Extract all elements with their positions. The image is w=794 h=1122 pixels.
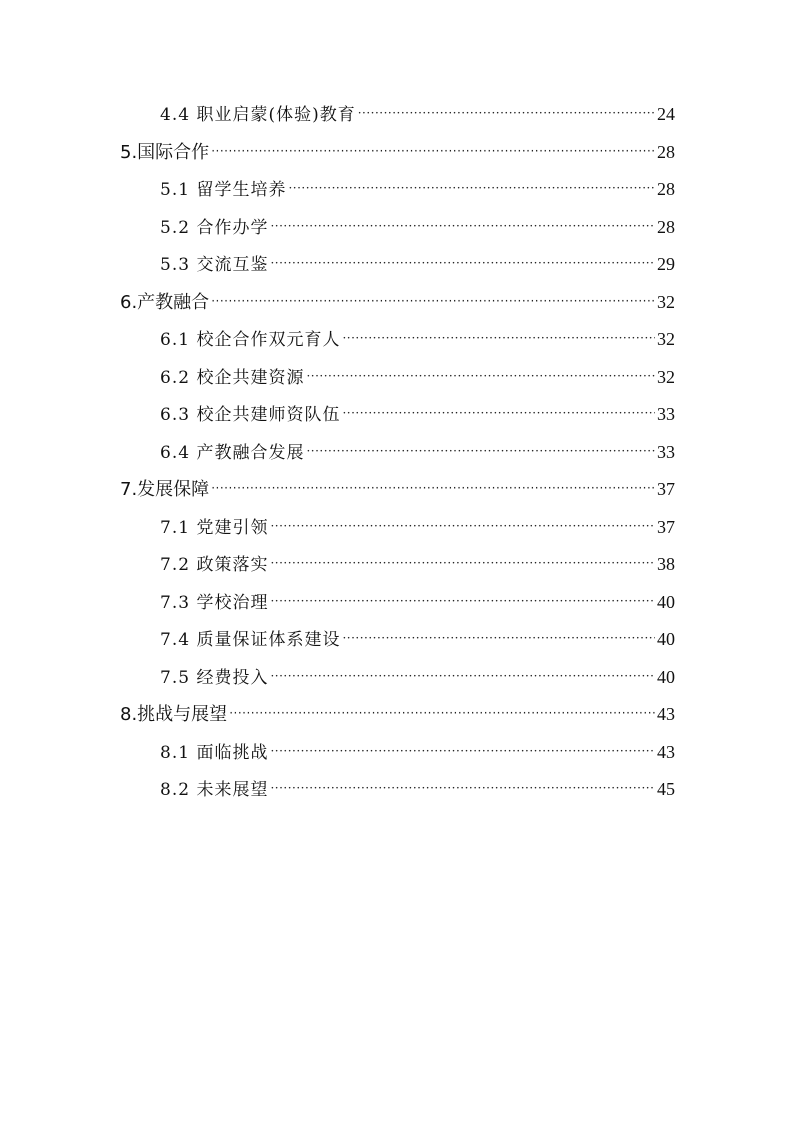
toc-entry-8-2[interactable] (0, 775, 675, 813)
table-of-contents (0, 100, 794, 813)
toc-entry-5-2[interactable] (0, 213, 675, 251)
toc-entry-title: 7.3 学校治理 (160, 592, 269, 613)
toc-entry-6-3[interactable] (0, 400, 675, 438)
toc-entry-title: 5.2 合作办学 (160, 217, 269, 238)
toc-entry-7-1[interactable] (0, 513, 675, 551)
toc-dot-leader (270, 219, 655, 233)
toc-dot-leader (270, 594, 655, 608)
toc-entry-page: 45 (657, 779, 675, 799)
toc-entry-title: 8.1 面临挑战 (160, 742, 269, 763)
toc-dot-leader (211, 481, 655, 495)
toc-entry-7-2[interactable] (0, 550, 675, 588)
toc-entry-page: 38 (657, 554, 675, 574)
toc-entry-page: 43 (657, 741, 675, 762)
toc-entry-title: 8.挑战与展望 (120, 704, 228, 725)
toc-entry-title: 6.1 校企合作双元育人 (160, 330, 341, 350)
toc-dot-leader (211, 144, 655, 158)
toc-dot-leader (270, 556, 655, 570)
toc-entry-page: 40 (657, 629, 675, 649)
toc-entry-title: 5.1 留学生培养 (160, 180, 287, 200)
toc-entry-6-2[interactable] (0, 363, 675, 401)
toc-entry-title: 7.4 质量保证体系建设 (160, 630, 341, 650)
toc-entry-page: 37 (657, 479, 675, 499)
toc-dot-leader (270, 744, 655, 758)
toc-entry-5-1[interactable] (0, 175, 675, 213)
toc-entry-title: 8.2 未来展望 (160, 780, 269, 800)
toc-dot-leader (270, 781, 655, 795)
toc-dot-leader (306, 444, 655, 458)
toc-entry-title: 6.4 产教融合发展 (160, 442, 305, 463)
toc-entry-6-1[interactable] (0, 325, 675, 363)
toc-entry-7-3[interactable] (0, 588, 675, 626)
toc-entry-title: 5.3 交流互鉴 (160, 255, 269, 275)
toc-entry-title: 7.发展保障 (120, 479, 210, 500)
toc-dot-leader (270, 519, 655, 533)
toc-entry-8-1[interactable] (0, 738, 675, 776)
toc-entry-page: 29 (657, 254, 675, 274)
toc-entry-page: 40 (657, 591, 675, 612)
toc-entry-7[interactable] (0, 475, 675, 513)
toc-entry-title: 5.国际合作 (120, 141, 210, 163)
toc-entry-page: 32 (657, 291, 675, 312)
toc-entry-title: 6.2 校企共建资源 (160, 367, 305, 388)
toc-dot-leader (211, 294, 655, 308)
toc-entry-page: 37 (657, 516, 675, 537)
toc-entry-6[interactable] (0, 288, 675, 326)
toc-entry-page: 32 (657, 366, 675, 387)
toc-dot-leader (342, 331, 655, 345)
toc-entry-title: 7.1 党建引领 (160, 517, 269, 538)
toc-entry-page: 40 (657, 666, 675, 687)
toc-entry-6-4[interactable] (0, 438, 675, 476)
toc-entry-title: 6.3 校企共建师资队伍 (160, 405, 341, 425)
toc-entry-title: 4.4 职业启蒙(体验)教育 (160, 105, 356, 125)
toc-dot-leader (342, 631, 655, 645)
toc-entry-title: 6.产教融合 (120, 291, 210, 313)
toc-entry-5-3[interactable] (0, 250, 675, 288)
toc-entry-7-4[interactable] (0, 625, 675, 663)
toc-entry-7-5[interactable] (0, 663, 675, 701)
toc-entry-4-4[interactable] (0, 100, 675, 138)
toc-entry-page: 28 (657, 216, 675, 237)
toc-entry-title: 7.2 政策落实 (160, 555, 269, 575)
toc-entry-page: 28 (657, 179, 675, 199)
toc-entry-page: 32 (657, 329, 675, 349)
toc-dot-leader (270, 669, 655, 683)
toc-dot-leader (229, 706, 655, 720)
toc-entry-8[interactable] (0, 700, 675, 738)
toc-entry-5[interactable] (0, 138, 675, 176)
toc-dot-leader (342, 406, 655, 420)
toc-dot-leader (306, 369, 655, 383)
toc-entry-title: 7.5 经费投入 (160, 667, 269, 688)
toc-dot-leader (288, 181, 655, 195)
toc-dot-leader (270, 256, 655, 270)
toc-entry-page: 24 (657, 104, 675, 124)
toc-entry-page: 43 (657, 704, 675, 724)
toc-entry-page: 33 (657, 404, 675, 424)
toc-entry-page: 33 (657, 441, 675, 462)
toc-entry-page: 28 (657, 141, 675, 162)
toc-dot-leader (358, 106, 655, 120)
